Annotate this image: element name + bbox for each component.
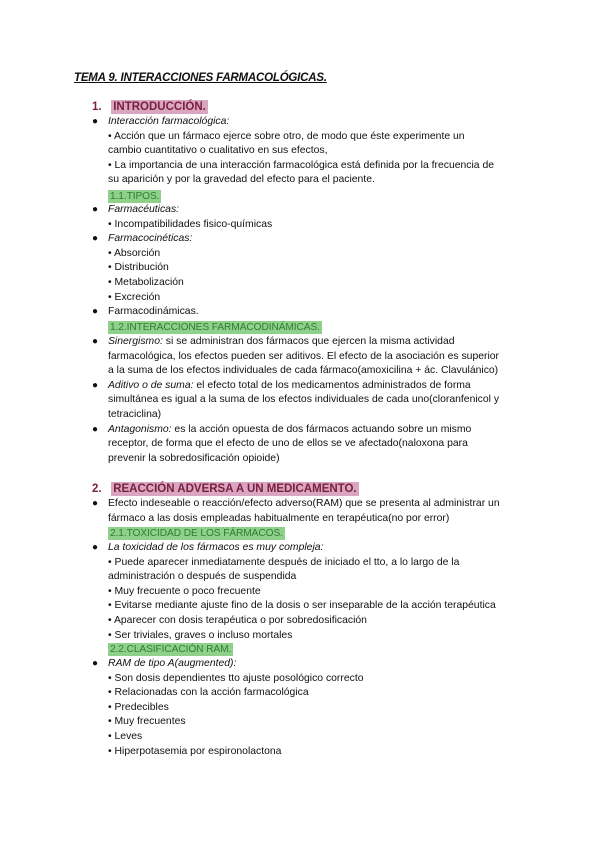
bullet-icon: ● bbox=[92, 204, 99, 215]
text-line: • Excreción bbox=[108, 291, 161, 303]
sinergismo-label: Sinergismo: bbox=[108, 336, 163, 347]
section-2-number: 2. bbox=[92, 483, 102, 495]
list-item bbox=[92, 657, 532, 759]
farmacocineticas-label: Farmacocinéticas: bbox=[108, 233, 193, 245]
text-line: es la acción opuesta de dos fármacos actuando sobre un mismo bbox=[171, 423, 472, 435]
text-line: • Ser triviales, graves o incluso mortales bbox=[108, 629, 293, 641]
text-line: el efecto total de los medicamentos administrados de forma bbox=[193, 379, 471, 391]
aditivo-label: Aditivo o de suma: bbox=[108, 379, 194, 391]
section-2-title: REACCIÓN ADVERSA A UN MEDICAMENTO. bbox=[113, 483, 357, 495]
section-1-heading bbox=[92, 101, 208, 113]
section-2-block-a bbox=[92, 497, 532, 526]
text-line: • Aparecer con dosis terapéutica o por sobredosificación bbox=[108, 614, 367, 626]
bullet-icon: ● bbox=[92, 306, 99, 318]
text-line: • Incompatibilidades fisico-químicas bbox=[108, 218, 273, 230]
subsection-1-1-heading: 1.1.TIPOS. bbox=[110, 191, 160, 202]
text-line: • Evitarse mediante ajuste fino de la dosis o ser inseparable de la acción terapéutica bbox=[108, 600, 496, 612]
text-line: • La importancia de una interacción farmacológica está definida por la frecuencia de bbox=[108, 159, 495, 171]
text-line: • Puede aparecer inmediatamente después de iniciado el tto, a lo largo de la bbox=[108, 556, 460, 568]
interaccion-label: Interacción farmacológica: bbox=[108, 116, 230, 127]
list-item bbox=[92, 335, 532, 379]
bullet-icon: ● bbox=[92, 542, 99, 553]
bullet-icon: ● bbox=[92, 233, 99, 245]
text-line: • Muy frecuentes bbox=[108, 716, 186, 728]
text-line: • Leves bbox=[108, 730, 143, 742]
list-item bbox=[92, 115, 532, 188]
list-item bbox=[92, 423, 532, 467]
text-line: receptor, de forma que el efecto de uno de ellos se ve afectado(naloxona para bbox=[108, 438, 468, 450]
text-line: • Metabolización bbox=[108, 276, 184, 288]
text-line: administración o después de suspendida bbox=[108, 571, 297, 583]
subsection-2-1-heading: 2.1.TOXICIDAD DE LOS FÁRMACOS. bbox=[110, 528, 283, 539]
bullet-icon: ● bbox=[92, 116, 99, 127]
list-item bbox=[92, 305, 532, 320]
list-item bbox=[92, 203, 532, 232]
text-line: Efecto indeseable o reacción/efecto adverso(RAM) que se presenta al administrar un bbox=[108, 498, 500, 509]
text-line: • Hiperpotasemia por espironolactona bbox=[108, 745, 282, 757]
toxicidad-label: La toxicidad de los fármacos es muy compleja: bbox=[108, 542, 324, 553]
text-line: tetraciclina) bbox=[108, 408, 162, 420]
subsection-2-2-heading: 2.2.CLASIFICACIÓN RAM. bbox=[110, 644, 232, 655]
text-line: si se administran dos fármacos que ejercen la misma actividad bbox=[162, 336, 455, 347]
section-2-block-b bbox=[92, 541, 532, 643]
text-line: • Absorción bbox=[108, 247, 161, 259]
bullet-icon: ● bbox=[92, 379, 99, 391]
list-item bbox=[92, 379, 532, 423]
text-line: a la suma de los efectos individuales de cada fármaco(amoxicilina + ác. Clavulánico) bbox=[108, 365, 499, 377]
text-line: • Son dosis dependientes tto ajuste posológico correcto bbox=[108, 672, 364, 684]
bullet-icon: ● bbox=[92, 658, 99, 669]
section-1-block-c bbox=[92, 335, 532, 466]
text-line: simultánea es igual a la suma de los efectos individuales de cada uno(cloranfenicol y bbox=[108, 394, 500, 406]
text-line: fármaco a las dosis empleadas habitualmente en terapéutica(no por error) bbox=[108, 512, 450, 524]
list-item bbox=[92, 232, 532, 305]
subsection-1-2-heading: 1.2.INTERACCIONES FARMACODINÁMICAS. bbox=[110, 322, 320, 333]
section-1-number: 1. bbox=[92, 101, 102, 113]
text-line: su aparición y por la gravedad del efecto para el paciente. bbox=[108, 174, 375, 186]
text-line: prevenir la sobredosificación opioide) bbox=[108, 452, 280, 464]
text-line: • Predecibles bbox=[108, 701, 169, 713]
document-title: TEMA 9. INTERACCIONES FARMACOLÓGICAS. bbox=[74, 72, 327, 84]
text-line: farmacológica, los efectos pueden ser aditivos. El efecto de la asociación es superior bbox=[108, 350, 500, 362]
section-1-title: INTRODUCCIÓN. bbox=[113, 101, 206, 113]
farmaceuticas-label: Farmacéuticas: bbox=[108, 204, 180, 215]
bullet-icon: ● bbox=[92, 498, 99, 509]
bullet-icon: ● bbox=[92, 336, 99, 347]
ram-label: RAM de tipo A(augmented): bbox=[108, 658, 237, 669]
bullet-icon: ● bbox=[92, 423, 99, 435]
text-line: • Distribución bbox=[108, 262, 169, 274]
list-item bbox=[92, 541, 532, 643]
antagonismo-label: Antagonismo: bbox=[108, 423, 172, 435]
list-item bbox=[92, 497, 532, 526]
section-1-block-b bbox=[92, 203, 532, 320]
text-line: • Muy frecuente o poco frecuente bbox=[108, 585, 261, 597]
text-line: • Relacionadas con la acción farmacológica bbox=[108, 687, 309, 699]
text-line: • Acción que un fármaco ejerce sobre otro, de modo que éste experimente un bbox=[108, 130, 465, 142]
text-line: cambio cuantitativo o cualitativo en sus efectos, bbox=[108, 145, 328, 157]
section-1-block-a bbox=[92, 115, 532, 188]
section-2-heading bbox=[92, 483, 359, 495]
section-2-block-c bbox=[92, 657, 532, 759]
farmacodinamicas-label: Farmacodinámicas. bbox=[108, 306, 199, 318]
